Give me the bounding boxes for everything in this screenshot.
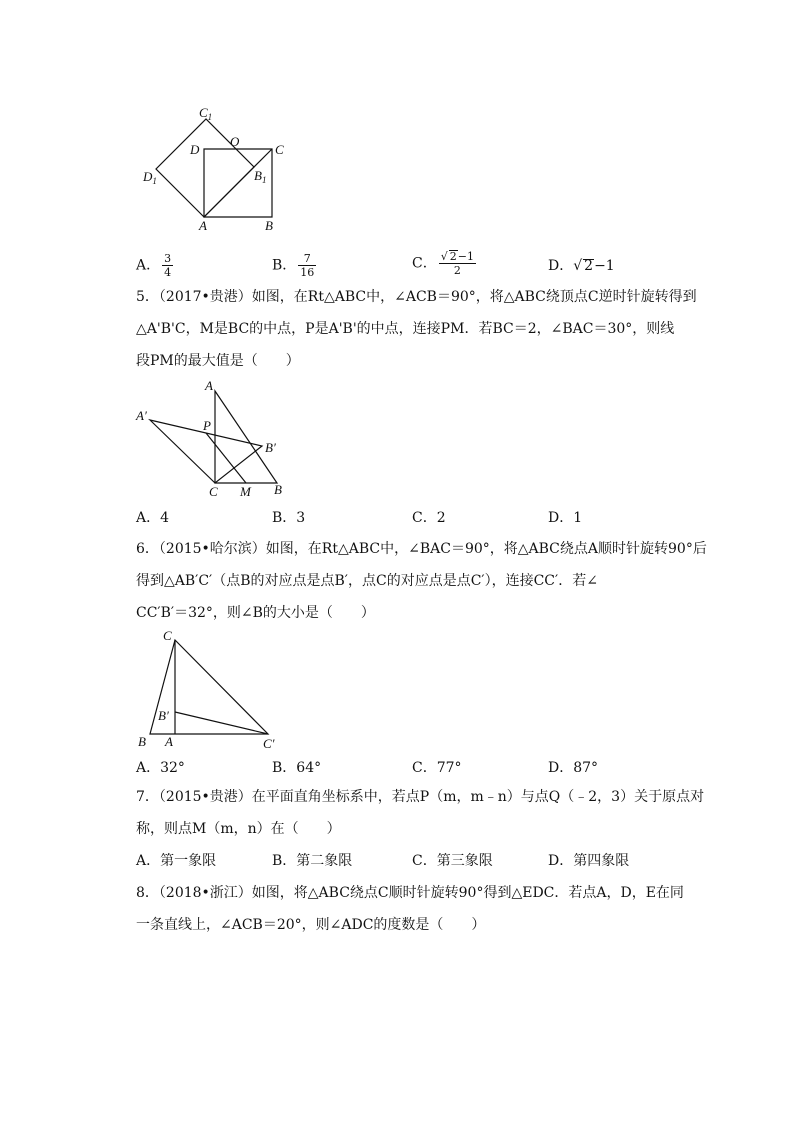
q4-option-b: B． $\frac{7}{16}$ <box>272 252 315 279</box>
q7-option-b: B．第二象限 <box>272 853 353 869</box>
label-c: C <box>275 142 284 157</box>
label-a-prime: A′ <box>136 408 147 423</box>
label-a: A <box>205 378 213 393</box>
q5-line-3: 段PM的最大值是（ ） <box>136 353 300 369</box>
q5-line-2: △A'B'C，M是BC的中点，P是A'B'的中点，连接PM．若BC＝2，∠BAC＝30°，则线 <box>136 321 675 337</box>
q6-line-3: CC′B′＝32°，则∠B的大小是（ ） <box>136 605 375 621</box>
q4-option-a: A． $\frac{3}{4}$ <box>136 252 172 279</box>
q4-option-c: C． $\frac{√ 2-1}{2}$ <box>412 250 474 277</box>
label-b: B <box>138 734 146 749</box>
fraction: $\frac{7}{16}$ <box>300 252 315 279</box>
q7-line-1: 7．（2015•贵港）在平面直角坐标系中，若点P（m，m﹣n）与点Q（﹣2，3）关于原点对 <box>136 789 705 805</box>
q8-line-2: 一条直线上，∠ACB＝20°，则∠ADC的度数是（ ） <box>136 917 486 933</box>
segment-b-prime-c-prime <box>175 712 268 734</box>
q8-line-1: 8．（2018•浙江）如图，将△ABC绕点C顺时针旋转90°得到△EDC．若点A，D，E在同 <box>136 885 684 901</box>
q4-option-d: D．√ 2−1 <box>548 258 615 274</box>
label-a: A <box>165 734 173 749</box>
label-p: P <box>203 418 211 433</box>
q6-option-d: D．87° <box>548 760 599 776</box>
q6-option-b: B．64° <box>272 760 322 776</box>
q6-option-a: A．32° <box>136 760 185 776</box>
q7-option-d: D．第四象限 <box>548 853 630 869</box>
q5-option-b: B．3 <box>272 510 306 526</box>
label-c1: $C_1$ <box>199 105 213 122</box>
label-d: D <box>190 142 200 157</box>
q5-line-1: 5．（2017•贵港）如图，在Rt△ABC中，∠ACB＝90°，将△ABC绕顶点C逆时针旋转得到 <box>136 289 697 305</box>
label-c-prime: C′ <box>263 736 275 751</box>
q7-line-2: 称，则点M（m，n）在（ ） <box>136 821 341 837</box>
label-d1: $D_1$ <box>143 169 157 186</box>
label-m: M <box>240 484 251 499</box>
label-o: O <box>230 134 240 149</box>
fraction: $\frac{√ 2-1}{2}$ <box>440 250 474 277</box>
label-c: C <box>163 628 172 643</box>
q6-line-1: 6．（2015•哈尔滨）如图，在Rt△ABC中，∠BAC＝90°，将△ABC绕点A顺时针旋转90°后 <box>136 541 707 557</box>
label-b1: $B_1$ <box>254 168 267 185</box>
q6-option-c: C．77° <box>412 760 462 776</box>
fraction: $\frac{3}{4}$ <box>164 252 172 279</box>
label-a: A <box>199 218 207 233</box>
q7-option-a: A．第一象限 <box>136 853 217 869</box>
q5-option-d: D．1 <box>548 510 583 526</box>
label-b-prime: B′ <box>265 440 276 455</box>
label-c: C <box>209 484 218 499</box>
label-b: B <box>265 218 273 233</box>
label-b-prime: B′ <box>158 708 169 723</box>
q6-line-2: 得到△AB′C′（点B的对应点是点B′，点C的对应点是点C′），连接CC′．若∠ <box>136 573 598 589</box>
q5-option-a: A．4 <box>136 510 170 526</box>
label-b: B <box>274 482 282 497</box>
q7-option-c: C．第三象限 <box>412 853 493 869</box>
q5-option-c: C．2 <box>412 510 446 526</box>
